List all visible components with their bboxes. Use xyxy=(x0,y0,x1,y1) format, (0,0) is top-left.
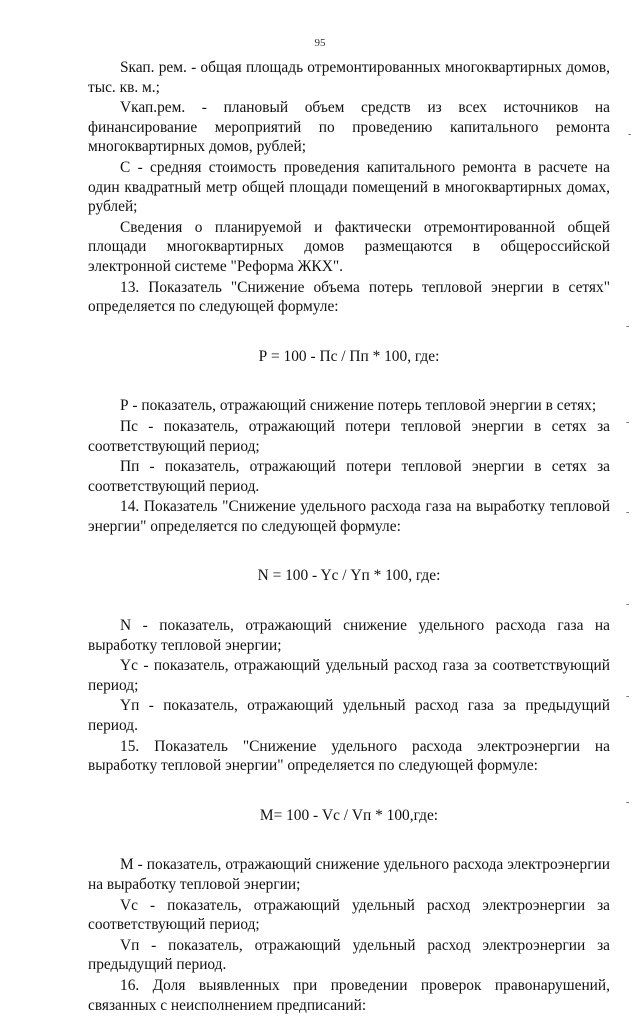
paragraph: Vп - показатель, отражающий удельный расход электроэнергии за предыдущий период. xyxy=(88,936,610,974)
margin-mark: - xyxy=(626,507,630,518)
paragraph: М - показатель, отражающий снижение удельного расхода электроэнергии на выработку тепловой энергии; xyxy=(88,856,610,893)
paragraph: 15. Показатель "Снижение удельного расхода электроэнергии на выработку тепловой энергии" определяется по следующей формуле: xyxy=(88,737,610,775)
margin-mark: - xyxy=(626,797,630,808)
paragraph: Сведения о планируемой и фактически отремонтированной общей площади многоквартирных домов размещаются в общероссийской электронной системе "Реформа ЖКХ". xyxy=(88,218,610,275)
paragraph: 13. Показатель "Снижение объема потерь тепловой энергии в сетях" определяется по следующей формуле: xyxy=(88,278,610,316)
document-body xyxy=(88,58,610,1016)
paragraph: Yп - показатель, отражающий удельный расход газа за предыдущий период. xyxy=(88,697,610,735)
margin-mark: - xyxy=(626,599,630,610)
paragraph: С - средняя стоимость проведения капитального ремонта в расчете на один квадратный метр общей площади помещений в многоквартирных домах, рублей; xyxy=(88,158,610,216)
margin-mark: - xyxy=(628,129,632,140)
formula: М= 100 - Vс / Vп * 100,где: xyxy=(259,806,439,824)
formula: N = 100 - Yс / Yп * 100, где: xyxy=(257,567,441,585)
paragraph: Vкап.рем. - плановый объем средств из всех источников на финансирование мероприятий по проведению капитального ремонта многоквартирных домов, рублей; xyxy=(88,99,610,156)
paragraph: 14. Показатель "Снижение удельного расхода газа на выработку тепловой энергии" определяется по следующей формуле: xyxy=(88,498,610,535)
margin-mark: - xyxy=(626,691,630,702)
paragraph: Yс - показатель, отражающий удельный расход газа за соответствующий период; xyxy=(88,657,610,694)
formula: Р = 100 - Пс / Пп * 100, где: xyxy=(258,347,440,365)
margin-mark: - xyxy=(626,321,630,332)
page-number: 95 xyxy=(314,37,326,49)
paragraph: Vс - показатель, отражающий удельный расход электроэнергии за соответствующий период; xyxy=(88,896,610,934)
paragraph: Sкап. рем. - общая площадь отремонтированных многоквартирных домов, тыс. кв. м.; xyxy=(88,59,610,96)
paragraph: Р - показатель, отражающий снижение потерь тепловой энергии в сетях; xyxy=(120,397,597,415)
margin-mark: - xyxy=(626,417,630,428)
paragraph: N - показатель, отражающий снижение удельного расхода газа на выработку тепловой энергии; xyxy=(88,617,610,654)
paragraph: Пс - показатель, отражающий потери тепловой энергии в сетях за соответствующий период; xyxy=(88,417,610,455)
paragraph: 16. Доля выявленных при проведении проверок правонарушений, связанных с неисполнением предписаний: xyxy=(88,976,610,1014)
paragraph: Пп - показатель, отражающий потери тепловой энергии в сетях за соответствующий период. xyxy=(88,458,610,495)
